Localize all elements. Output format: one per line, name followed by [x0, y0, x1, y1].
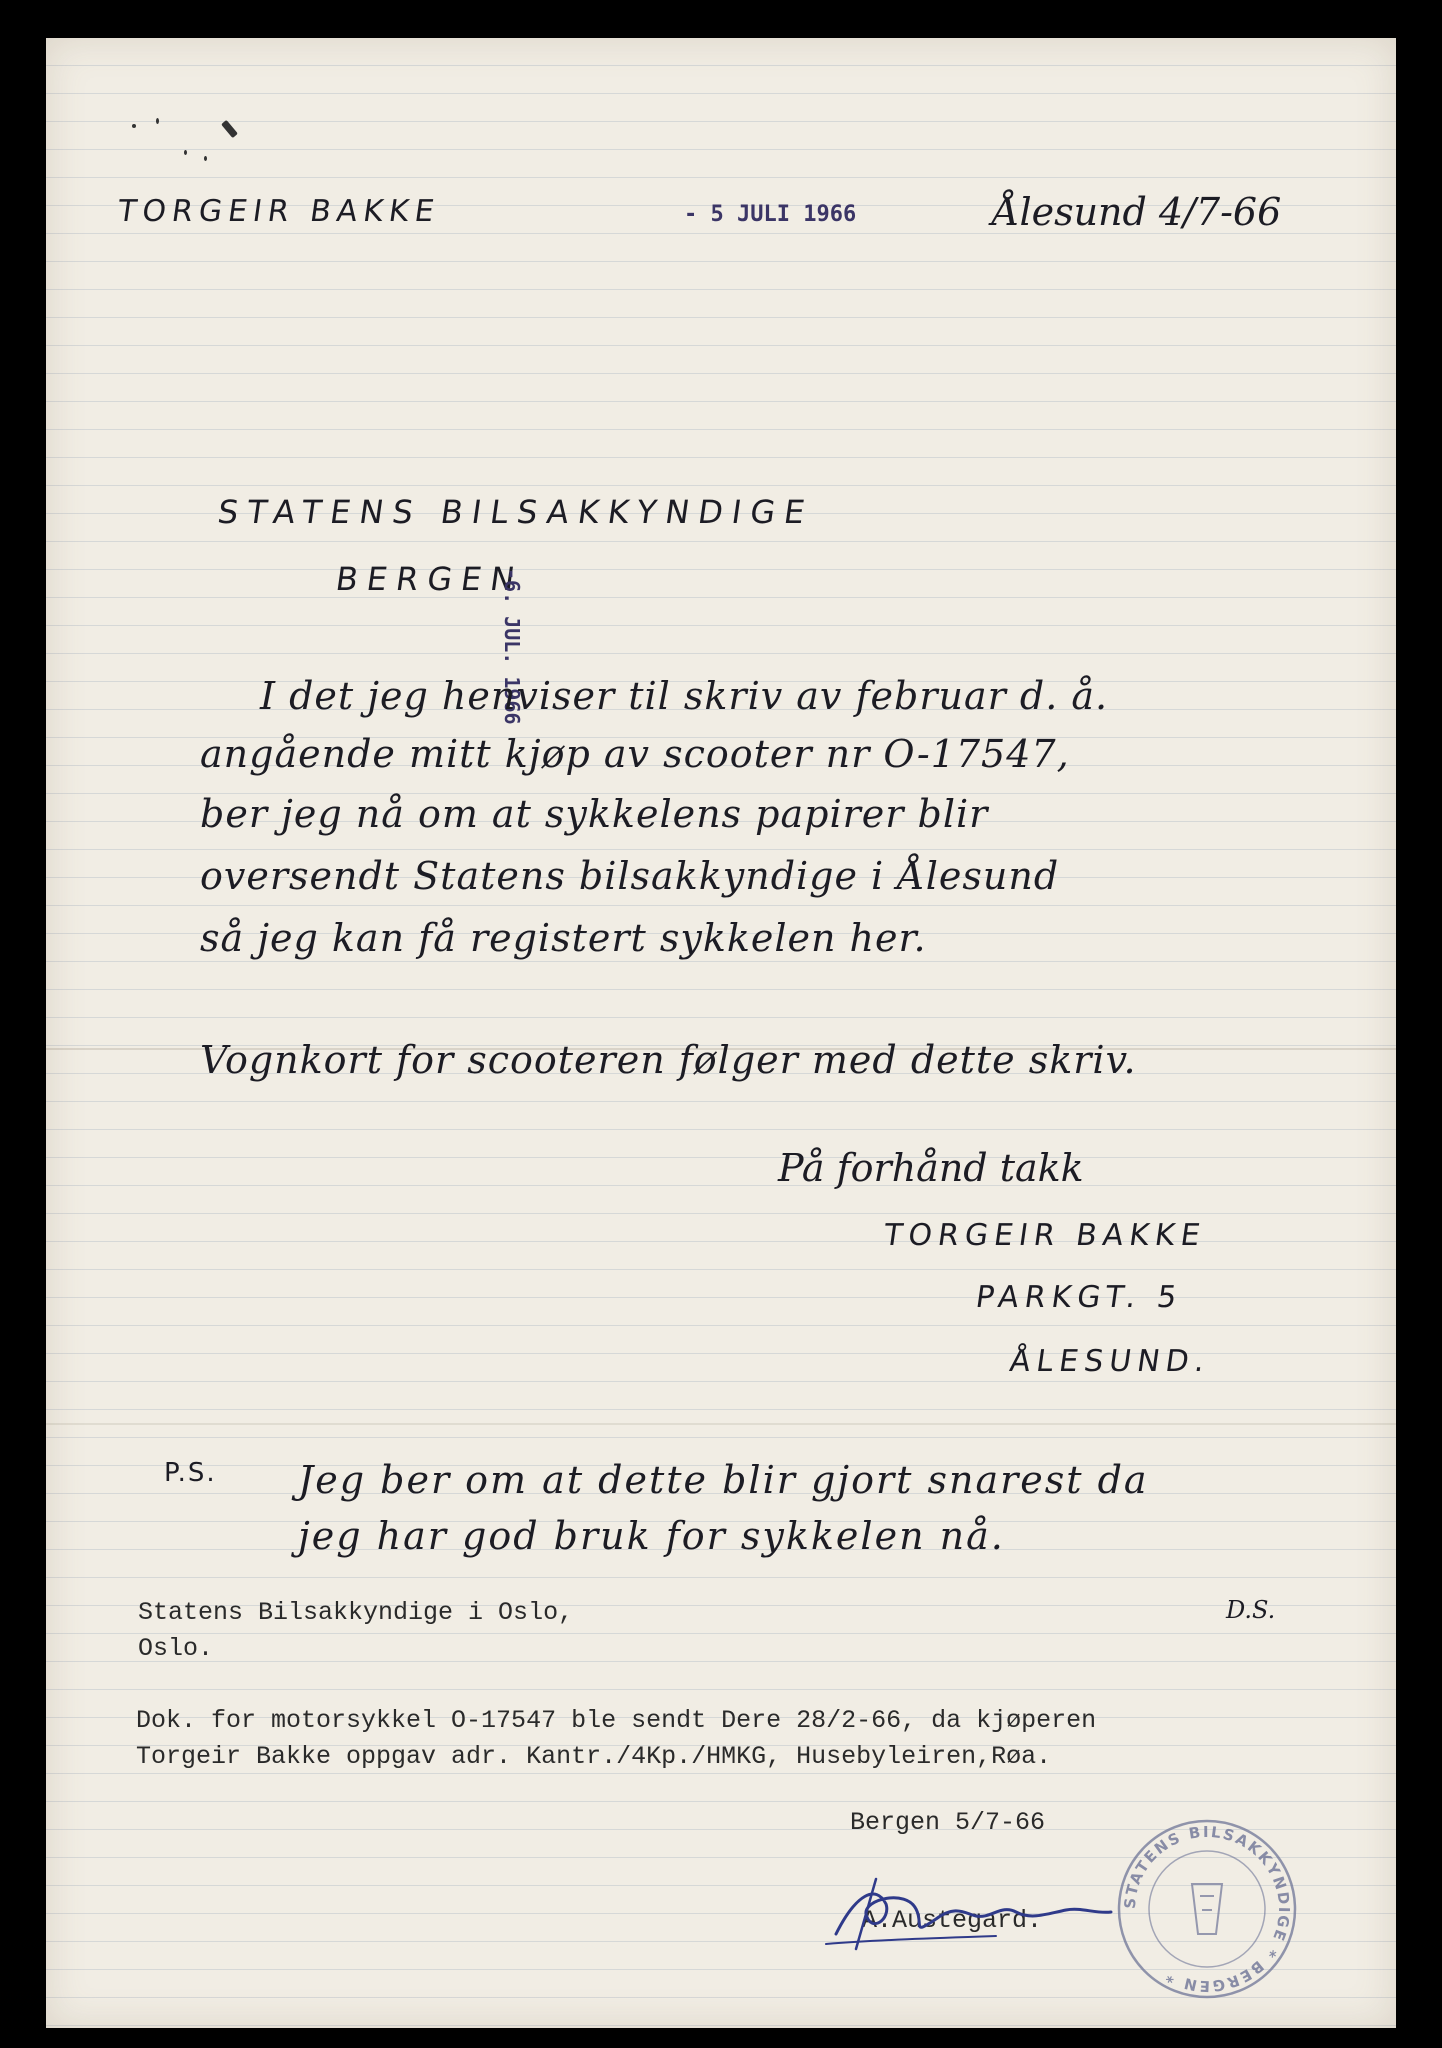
punch-mark: [132, 124, 136, 128]
closing-note: Vognkort for scooteren følger med dette skriv.: [200, 1038, 1137, 1082]
received-side-stamp: -6. JUL. 1966: [500, 568, 524, 725]
letter-paper: [46, 38, 1396, 2028]
recipient-line-2: BERGEN: [333, 560, 527, 598]
ps-end: D.S.: [1226, 1596, 1276, 1624]
seal-text: STATENS BILSAKKYNDIGE * BERGEN *: [1120, 1822, 1294, 1996]
fold-line: [46, 1423, 1396, 1425]
punch-mark: [221, 120, 238, 138]
typed-text-1: Dok. for motorsykkel O-17547 ble sendt Dere 28/2-66, da kjøperen: [136, 1706, 1097, 1735]
typed-address-1: Statens Bilsakkyndige i Oslo,: [138, 1598, 574, 1627]
signer-street: PARKGT. 5: [973, 1280, 1185, 1315]
ps-label: P.S.: [164, 1458, 217, 1488]
typed-address-2: Oslo.: [138, 1634, 214, 1663]
body-line-5: så jeg kan få registert sykkelen her.: [200, 916, 927, 960]
body-line-4: oversendt Statens bilsakkyndige i Ålesund: [200, 854, 1060, 898]
ps-line-1: Jeg ber om at dette blir gjort snarest da: [298, 1458, 1149, 1502]
place-date: Ålesund 4/7-66: [992, 190, 1282, 234]
signer-city: ÅLESUND.: [1007, 1344, 1213, 1379]
official-seal: [1112, 1814, 1302, 2004]
handwritten-signature: [816, 1874, 1126, 1954]
punch-mark: [204, 156, 207, 161]
recipient-line-1: STATENS BILSAKKYNDIGE: [215, 493, 817, 531]
typed-signer: A.Austegard.: [862, 1906, 1043, 1935]
ps-line-2: jeg har god bruk for sykkelen nå.: [298, 1514, 1005, 1558]
received-date-stamp: - 5 JULI 1966: [684, 202, 857, 227]
punch-mark: [184, 150, 187, 155]
body-line-2: angående mitt kjøp av scooter nr O-17547,: [200, 732, 1070, 776]
typed-place-date: Bergen 5/7-66: [850, 1808, 1046, 1837]
punch-mark: [156, 118, 159, 124]
sender-name: TORGEIR BAKKE: [115, 194, 443, 229]
typed-text-2: Torgeir Bakke oppgav adr. Kantr./4Kp./HMKG, Husebyleiren,Røa.: [136, 1742, 1052, 1771]
greeting: På forhånd takk: [778, 1146, 1084, 1190]
body-line-1: I det jeg henviser til skriv av februar d. å.: [260, 674, 1109, 718]
signer-name: TORGEIR BAKKE: [881, 1218, 1209, 1253]
body-line-3: ber jeg nå om at sykkelens papirer blir: [200, 792, 989, 836]
